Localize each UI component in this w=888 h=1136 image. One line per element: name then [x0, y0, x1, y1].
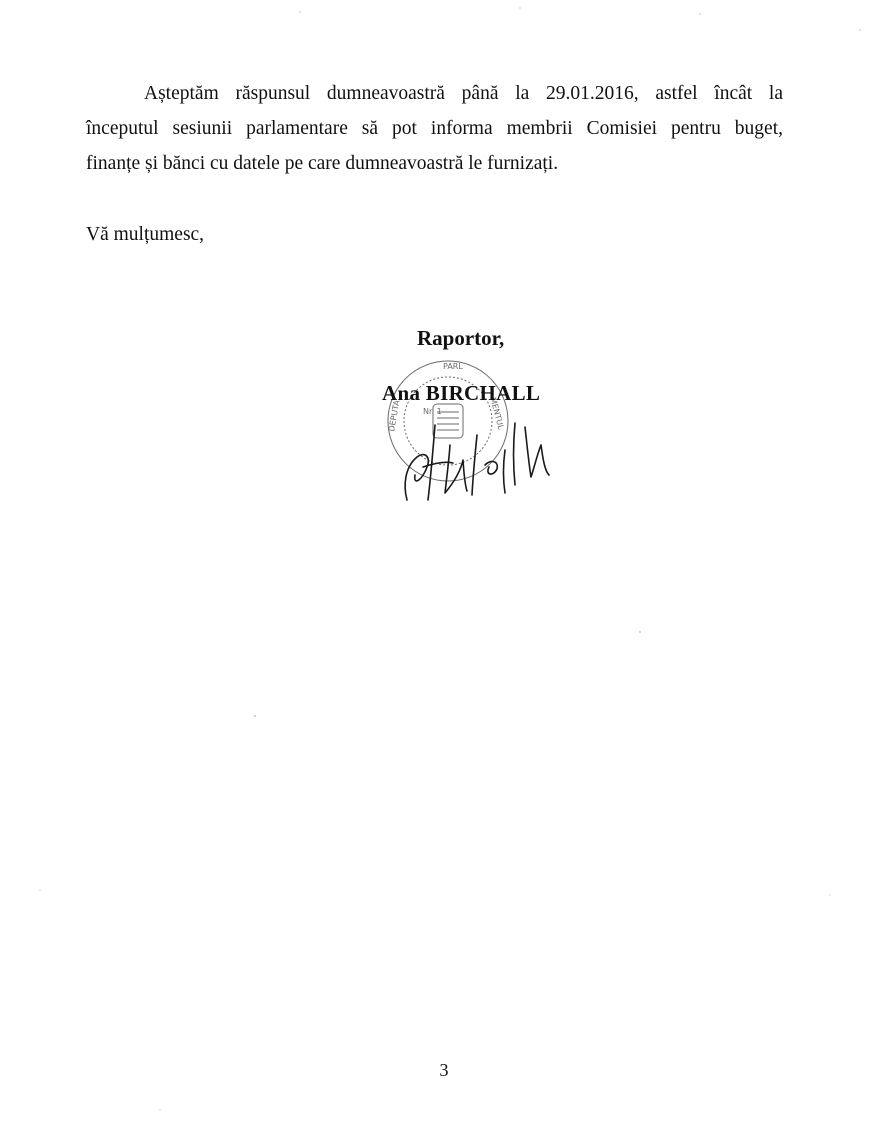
- body-paragraph: [86, 76, 783, 181]
- body-line-3: finanțe și bănci cu datele pe care dumneavoastră le furnizați.: [86, 153, 559, 174]
- page-number: 3: [439, 1060, 449, 1080]
- body-line-2: începutul sesiunii parlamentare să pot informa membrii Comisiei pentru buget,: [86, 118, 783, 139]
- body-line-1: Așteptăm răspunsul dumneavoastră până la 29.01.2016, astfel încât la: [144, 83, 783, 104]
- closing-salutation: Vă mulțumesc,: [86, 224, 205, 245]
- signatory-role: Raportor,: [417, 326, 505, 350]
- handwritten-signature: [395, 405, 565, 510]
- signatory-name: Ana BIRCHALL: [382, 381, 541, 405]
- svg-text:PARL: PARL: [443, 362, 463, 371]
- svg-text:MENTUL: MENTUL: [488, 396, 506, 431]
- svg-text:DEPUTA: DEPUTA: [387, 399, 402, 433]
- svg-text:Nr. 1: Nr. 1: [423, 407, 442, 416]
